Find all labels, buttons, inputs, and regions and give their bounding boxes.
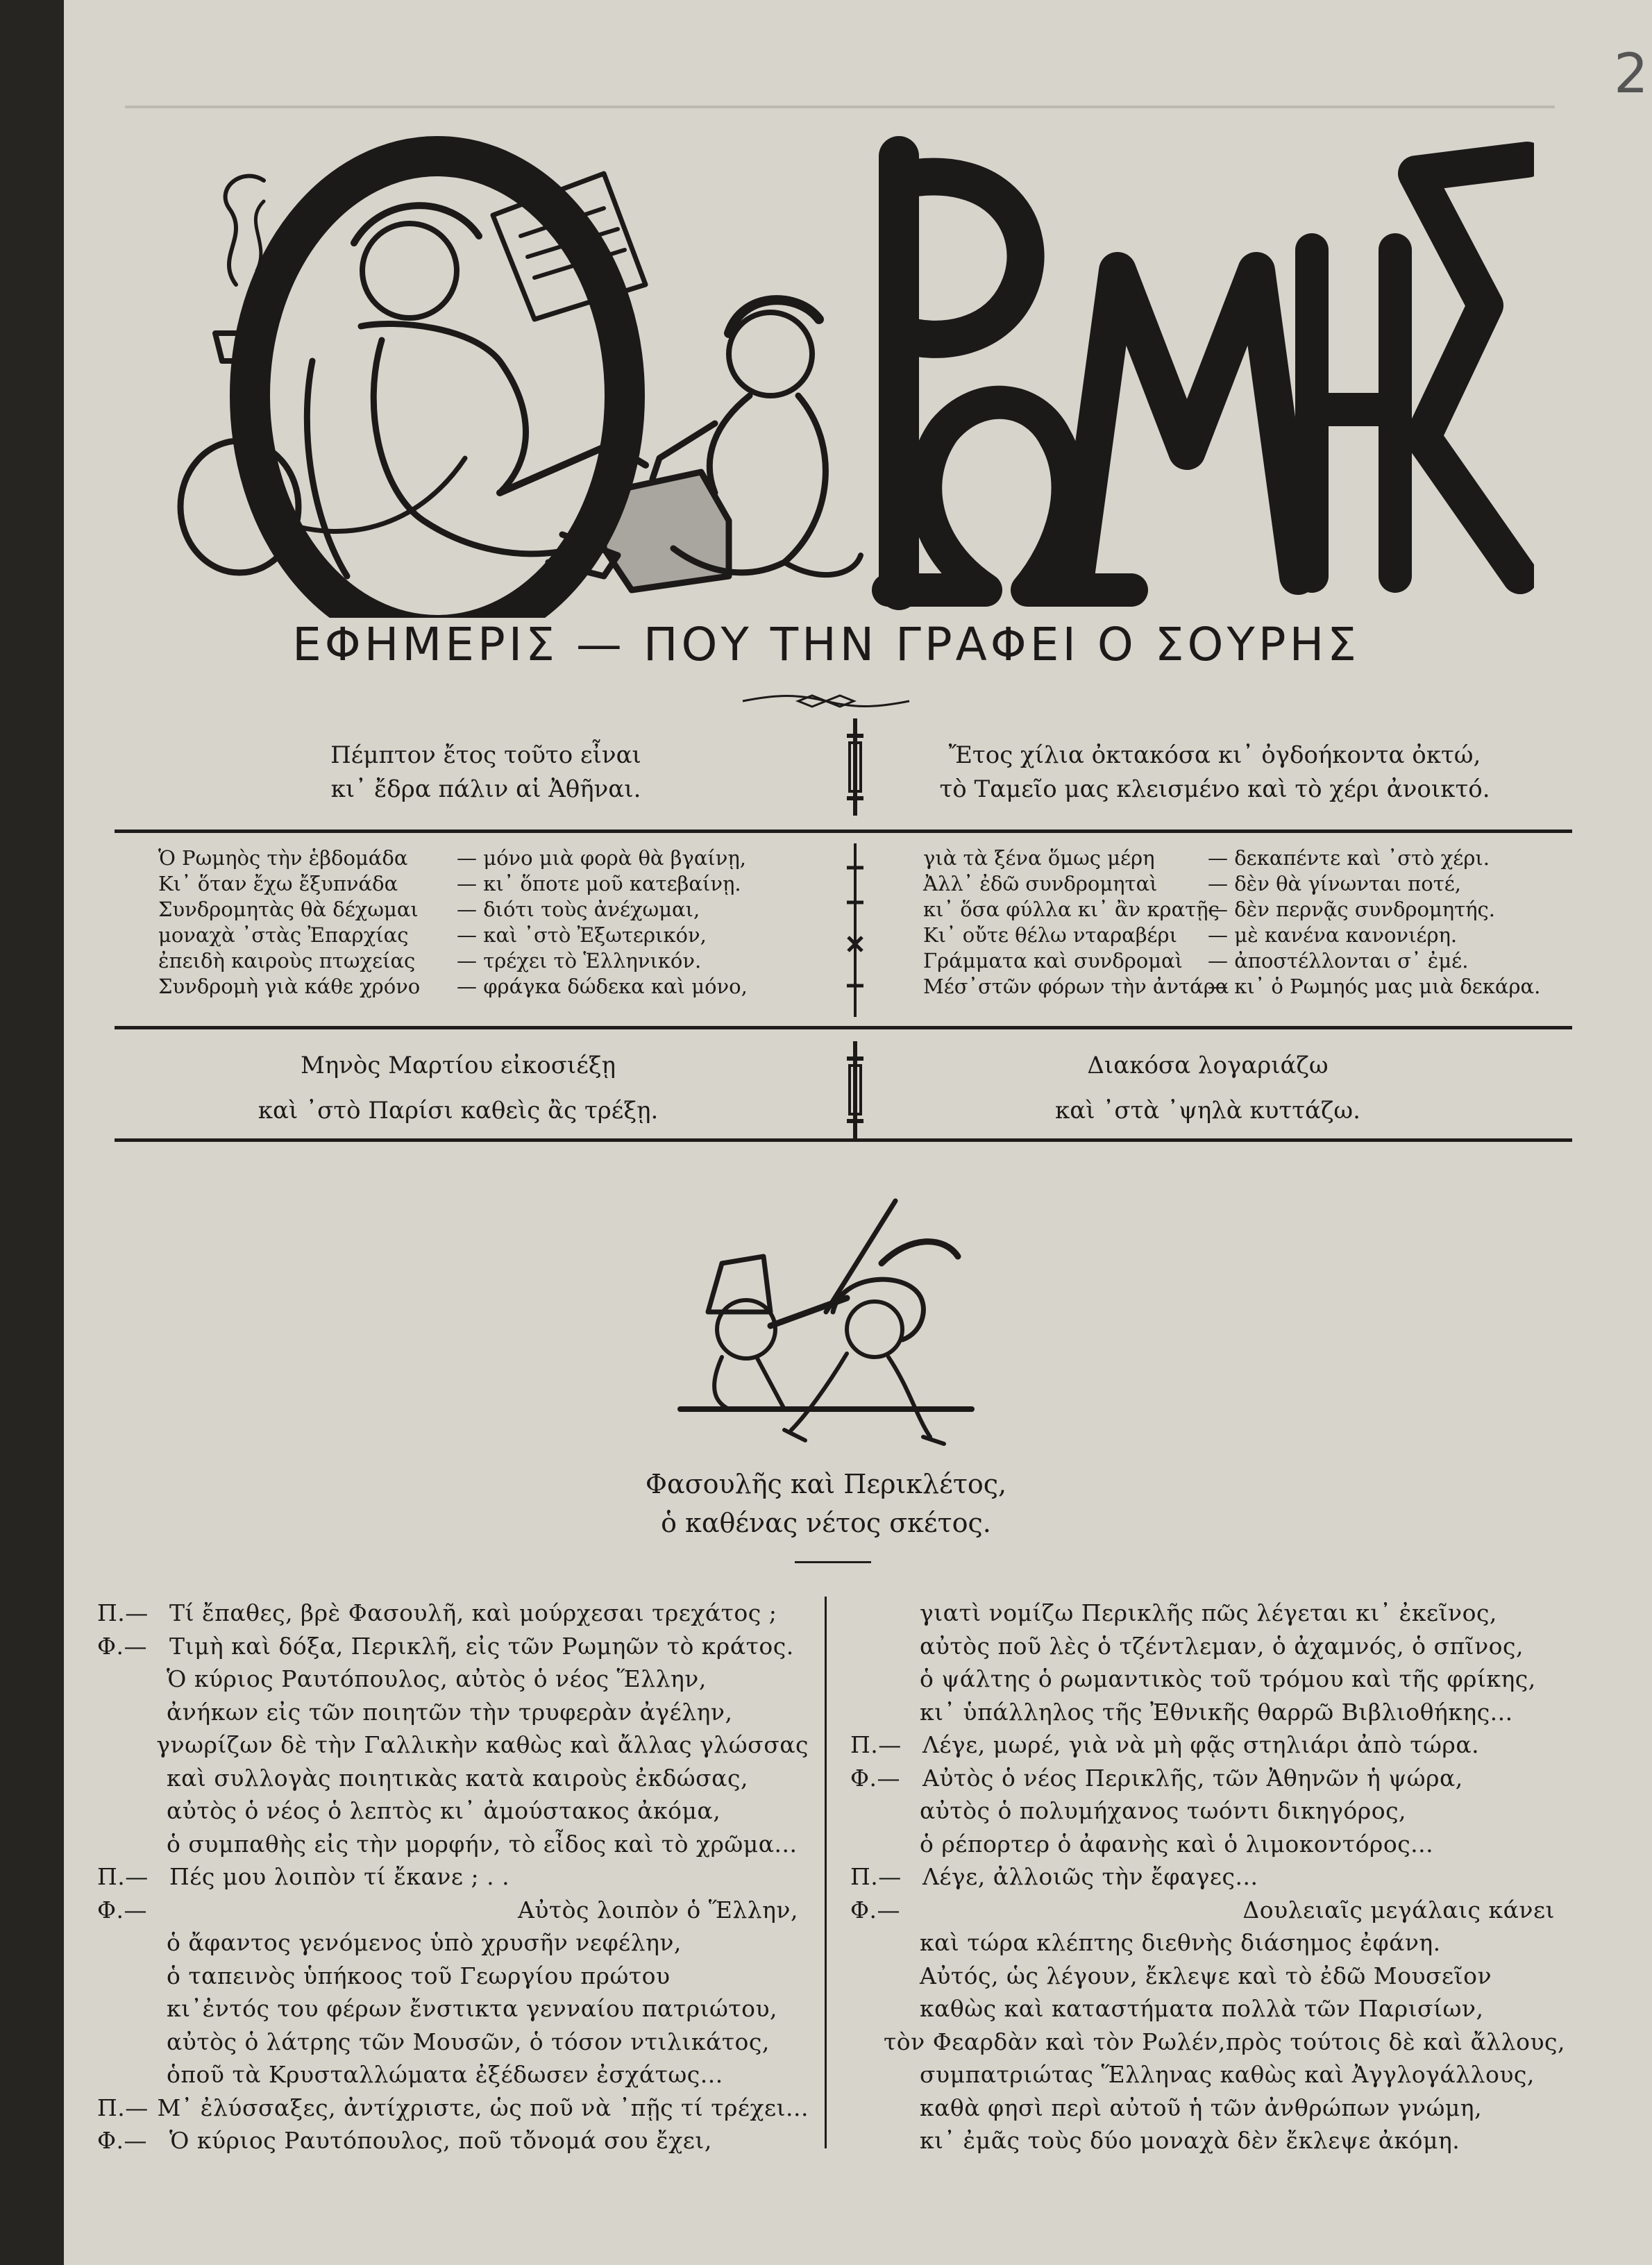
verse-line: καὶ ᾽στὰ ᾽ψηλὰ κυττάζω. <box>1055 1097 1360 1125</box>
date-right <box>958 1043 1458 1134</box>
subscription-left <box>158 845 748 1000</box>
dialogue-line <box>850 1662 1565 1696</box>
caption-underline <box>795 1561 871 1563</box>
dialogue-line <box>850 2124 1565 2157</box>
subscription-line: Κι᾽ ὅταν ἔχω ἔξυπνάδα — κι᾽ ὅποτε μοῦ κατεβαίνῃ. <box>158 872 741 895</box>
dialogue-text: ὁ ρέπορτερ ὁ ἀφανὴς καὶ ὁ λιμοκοντόρος... <box>920 1830 1434 1858</box>
speaker-label <box>850 1926 920 1960</box>
book-binding-edge <box>0 0 64 2265</box>
subscription-line: μοναχὰ ᾽στὰς Ἐπαρχίας — καὶ ᾽στὸ Ἐξωτερικόν, <box>158 923 707 947</box>
speaker-label <box>97 1926 167 1960</box>
speaker-label <box>850 1794 920 1828</box>
dialogue-text: ὁ ἄφαντος γενόμενος ὑπὸ χρυσῆν νεφέλην, <box>167 1929 682 1956</box>
dialogue-line <box>850 1894 1565 1927</box>
speaker-label <box>850 2124 920 2157</box>
dialogue-text: Λέγε, ἀλλοιῶς τὴν ἔφαγες... <box>922 1863 1258 1890</box>
dialogue-right-column <box>850 1597 1565 2157</box>
subscription-line: Ἀλλ᾽ ἐδῶ συνδρομηταὶ — δὲν θὰ γίνωνται ποτέ, <box>923 872 1461 895</box>
caption-line: ὁ καθένας νέτος σκέτος. <box>661 1508 991 1538</box>
dialogue-line <box>97 1960 809 1993</box>
speaker-label: Φ.— <box>850 1764 901 1792</box>
speaker-label <box>850 1662 920 1696</box>
dialogue-line <box>850 2091 1565 2125</box>
speaker-label <box>850 1696 920 1729</box>
dialogue-line <box>850 1696 1565 1729</box>
verse-top-right <box>902 739 1527 807</box>
verse-line: Μηνὸς Μαρτίου εἰκοσιέξῃ <box>301 1052 616 1079</box>
speaker-label <box>850 1828 920 1861</box>
dialogue-line <box>850 1762 1565 1795</box>
speaker-label <box>850 1630 920 1663</box>
dialogue-text: Δουλειαῖς μεγάλαις κάνει <box>1242 1896 1555 1923</box>
speaker-label <box>97 2058 167 2091</box>
speaker-label: Φ.— <box>97 1896 148 1923</box>
speaker-label <box>97 1794 167 1828</box>
verse-line: τὸ Ταμεῖο μας κλεισμένο καὶ τὸ χέρι ἀνοικτό. <box>939 775 1490 803</box>
dialogue-line <box>850 1828 1565 1861</box>
dialogue-text: καθὼς καὶ καταστήματα πολλὰ τῶν Παρισίων, <box>920 1995 1484 2022</box>
dialogue-text: αὐτὸς ὁ λάτρης τῶν Μουσῶν, ὁ τόσον ντιλικάτος, <box>167 2028 770 2055</box>
dialogue-line <box>97 1762 809 1795</box>
dialogue-text: Τιμὴ καὶ δόξα, Περικλῆ, εἰς τῶν Ρωμηῶν τὸ κράτος. <box>169 1632 794 1660</box>
dialogue-text: Λέγε, μωρέ, γιὰ νὰ μὴ φᾷς στηλιάρι ἀπὸ τώρα. <box>922 1731 1480 1758</box>
verse-line: κι᾽ ἔδρα πάλιν αἱ Ἀθῆναι. <box>330 775 641 803</box>
speaker-label <box>850 2091 920 2125</box>
dialogue-text: γνωρίζων δὲ τὴν Γαλλικὴν καθὼς καὶ ἄλλας γλώσσας <box>156 1731 809 1758</box>
speaker-label: Π.— <box>97 1863 149 1890</box>
dialogue-text: αὐτὸς ὁ νέος ὁ λεπτὸς κι᾽ ἀμούστακος ἀκόμα, <box>167 1797 721 1824</box>
dialogue-line <box>97 1728 809 1762</box>
dialogue-text: γιατὶ νομίζω Περικλῆς πῶς λέγεται κι᾽ ἐκεῖνος, <box>920 1599 1497 1626</box>
dialogue-text: ἀνήκων εἰς τῶν ποιητῶν τὴν τρυφερὰν ἀγέλην, <box>167 1698 733 1726</box>
speaker-label: Π.— <box>97 2094 149 2121</box>
dialogue-line <box>850 1860 1565 1894</box>
subscription-line: Γράμματα καὶ συνδρομαὶ — ἀποστέλλονται σ᾽ ἐμέ. <box>923 949 1469 972</box>
page-number: 2 <box>1614 43 1649 106</box>
subscription-right <box>923 845 1540 1000</box>
speaker-label <box>850 1992 920 2026</box>
dialogue-line <box>850 2058 1565 2091</box>
fasoulis-perikletos-illustration <box>666 1187 986 1458</box>
dialogue-text: κι᾽ ὑπάλληλος τῆς Ἐθνικῆς θαρρῶ Βιβλιοθήκης... <box>920 1698 1513 1726</box>
verse-line: καὶ ᾽στὸ Παρίσι καθεὶς ἂς τρέξῃ. <box>258 1097 659 1125</box>
dialogue-line <box>850 2026 1565 2059</box>
dialogue-text: ὁ συμπαθὴς εἰς τὴν μορφήν, τὸ εἶδος καὶ τὸ χρῶμα... <box>167 1830 798 1858</box>
dialogue-text: καὶ τώρα κλέπτης διεθνὴς διάσημος ἐφάνη. <box>920 1929 1441 1956</box>
dialogue-text: κι᾽ ἐμᾶς τοὺς δύο μοναχὰ δὲν ἔκλεψε ἀκόμη. <box>920 2127 1460 2154</box>
subscription-line: ἐπειδὴ καιροὺς πτωχείας — τρέχει τὸ Ἑλληνικόν. <box>158 949 702 972</box>
speaker-label <box>850 1597 920 1630</box>
column-ornament <box>841 715 869 819</box>
dialogue-line <box>850 1794 1565 1828</box>
verse-line: Ἔτος χίλια ὀκτακόσα κι᾽ ὀγδοήκοντα ὀκτώ, <box>948 741 1481 769</box>
dialogue-text: αὐτὸς ὁ πολυμήχανος τωόντι δικηγόρος, <box>920 1797 1407 1824</box>
dialogue-text: καὶ συλλογὰς ποιητικὰς κατὰ καιροὺς ἐκδώσας, <box>167 1764 748 1792</box>
column-ornament <box>841 840 869 1020</box>
date-left <box>208 1043 708 1134</box>
horizontal-rule <box>115 1138 1572 1142</box>
dialogue-line <box>97 1992 809 2026</box>
horizontal-rule <box>115 1026 1572 1029</box>
dialogue-line <box>850 1597 1565 1630</box>
dialogue-text: Τί ἔπαθες, βρὲ Φασουλῆ, καὶ μούρχεσαι τρεχάτος ; <box>169 1599 777 1626</box>
horizontal-rule <box>115 830 1572 833</box>
ornament-divider <box>736 687 916 715</box>
dialogue-line <box>97 1597 809 1630</box>
speaker-label <box>97 1762 167 1795</box>
dialogue-text: Πές μου λοιπὸν τί ἔκανε ; . . <box>169 1863 510 1890</box>
dialogue-text: Αὐτὸς λοιπὸν ὁ Ἕλλην, <box>518 1896 798 1923</box>
subtitle: ΕΦΗΜΕΡΙΣ — ΠΟΥ ΤΗΝ ΓΡΑΦΕΙ Ο ΣΟΥΡΗΣ <box>292 618 1360 671</box>
dialogue-text: ὁ ψάλτης ὁ ρωμαντικὸς τοῦ τρόμου καὶ τῆς φρίκης, <box>920 1665 1536 1692</box>
speaker-label <box>97 1662 167 1696</box>
subscription-line: γιὰ τὰ ξένα ὅμως μέρη — δεκαπέντε καὶ ᾽στὸ χέρι. <box>923 846 1490 870</box>
dialogue-line <box>97 1894 809 1927</box>
caption-line: Φασουλῆς καὶ Περικλέτος, <box>645 1469 1007 1499</box>
dialogue-line <box>850 1992 1565 2026</box>
dialogue-line <box>97 1926 809 1960</box>
column-ornament <box>841 1038 869 1142</box>
speaker-label <box>850 1960 920 1993</box>
speaker-label <box>97 1828 167 1861</box>
dialogue-line <box>97 2058 809 2091</box>
dialogue-line <box>97 2026 809 2059</box>
verse-top-left <box>264 739 708 807</box>
dialogue-left-column <box>97 1597 809 2157</box>
subscription-line: Συνδρομητὰς θὰ δέχωμαι — διότι τοὺς ἀνέχωμαι, <box>158 898 700 921</box>
dialogue-text: αὐτὸς ποῦ λὲς ὁ τζέντλεμαν, ὁ ἀχαμνός, ὁ σπῖνος, <box>920 1632 1524 1660</box>
dialogue-text: Αὐτός, ὡς λέγουν, ἔκλεψε καὶ τὸ ἐδῶ Μουσεῖον <box>920 1962 1492 1989</box>
speaker-label: Π.— <box>850 1731 902 1758</box>
dialogue-text: συμπατριώτας Ἕλληνας καθὼς καὶ Ἀγγλογάλλους, <box>920 2061 1535 2088</box>
dialogue-line <box>97 1828 809 1861</box>
dialogue-text: ὁ ταπεινὸς ὑπήκοος τοῦ Γεωργίου πρώτου <box>167 1962 671 1989</box>
dialogue-line <box>850 1728 1565 1762</box>
speaker-label: Π.— <box>850 1863 902 1890</box>
dialogue-text: Ὁ κύριος Ραυτόπουλος, αὐτὸς ὁ νέος Ἕλλην, <box>167 1665 707 1692</box>
subscription-line: Κι᾽ οὔτε θέλω νταραβέρι — μὲ κανένα κανονιέρη. <box>923 923 1458 947</box>
dialogue-line <box>850 1630 1565 1663</box>
dialogue-text: Μ᾽ ἐλύσσαξες, ἀντίχριστε, ὡς ποῦ νὰ ᾽πῇς τί τρέχει... <box>157 2094 809 2121</box>
speaker-label <box>97 1728 156 1762</box>
subscription-line: Ὁ Ρωμηὸς τὴν ἑβδομάδα — μόνο μιὰ φορὰ θὰ βγαίνῃ, <box>158 846 747 870</box>
speaker-label <box>97 2026 167 2059</box>
subscription-line: κι᾽ ὅσα φύλλα κι᾽ ἂν κρατῇς — δὲν περνᾷς συνδρομητής. <box>923 898 1496 921</box>
speaker-label <box>97 1960 167 1993</box>
dialogue-text: Ὁ κύριος Ραυτόπουλος, ποῦ τὄνομά σου ἔχει, <box>169 2127 712 2154</box>
dialogue-caption <box>0 1465 1652 1542</box>
dialogue-line <box>97 1662 809 1696</box>
speaker-label: Π.— <box>97 1599 149 1626</box>
dialogue-text: τὸν Φεαρδὰν καὶ τὸν Ρωλέν,πρὸς τούτοις δὲ καὶ ἄλλους, <box>884 2028 1565 2055</box>
masthead-logo <box>174 132 1534 618</box>
speaker-label <box>97 1992 167 2026</box>
dialogue-text: Αὐτὸς ὁ νέος Περικλῆς, τῶν Ἀθηνῶν ἡ ψώρα, <box>922 1764 1463 1792</box>
column-divider <box>825 1597 827 2148</box>
speaker-label <box>850 2026 884 2059</box>
speaker-label: Φ.— <box>850 1896 901 1923</box>
dialogue-line <box>97 2091 809 2125</box>
subscription-line: Μέσ᾽στῶν φόρων τὴν ἀντάρα — κι᾽ ὁ Ρωμηός μας μιὰ δεκάρα. <box>923 975 1541 998</box>
dialogue-line <box>97 1696 809 1729</box>
dialogue-text: κι᾽ἐντός του φέρων ἔνστικτα γενναίου πατριώτου, <box>167 1995 778 2022</box>
dialogue-line <box>97 1794 809 1828</box>
speaker-label: Φ.— <box>97 2127 148 2154</box>
verse-line: Διακόσα λογαριάζω <box>1087 1052 1329 1079</box>
dialogue-line <box>850 1926 1565 1960</box>
speaker-label <box>850 2058 920 2091</box>
dialogue-text: καθὰ φησὶ περὶ αὐτοῦ ἡ τῶν ἀνθρώπων γνώμη, <box>920 2094 1483 2121</box>
verse-line: Πέμπτον ἔτος τοῦτο εἶναι <box>330 741 641 769</box>
dialogue-line <box>850 1960 1565 1993</box>
subscription-line: Συνδρομὴ γιὰ κάθε χρόνο — φράγκα δώδεκα καὶ μόνο, <box>158 975 748 998</box>
faint-offset-line <box>125 106 1555 108</box>
speaker-label: Φ.— <box>97 1632 148 1660</box>
speaker-label <box>97 1696 167 1729</box>
dialogue-line <box>97 1860 809 1894</box>
dialogue-line <box>97 1630 809 1663</box>
dialogue-line <box>97 2124 809 2157</box>
dialogue-text: ὁποῦ τὰ Κρυσταλλώματα ἐξέδωσεν ἐσχάτως... <box>167 2061 723 2088</box>
